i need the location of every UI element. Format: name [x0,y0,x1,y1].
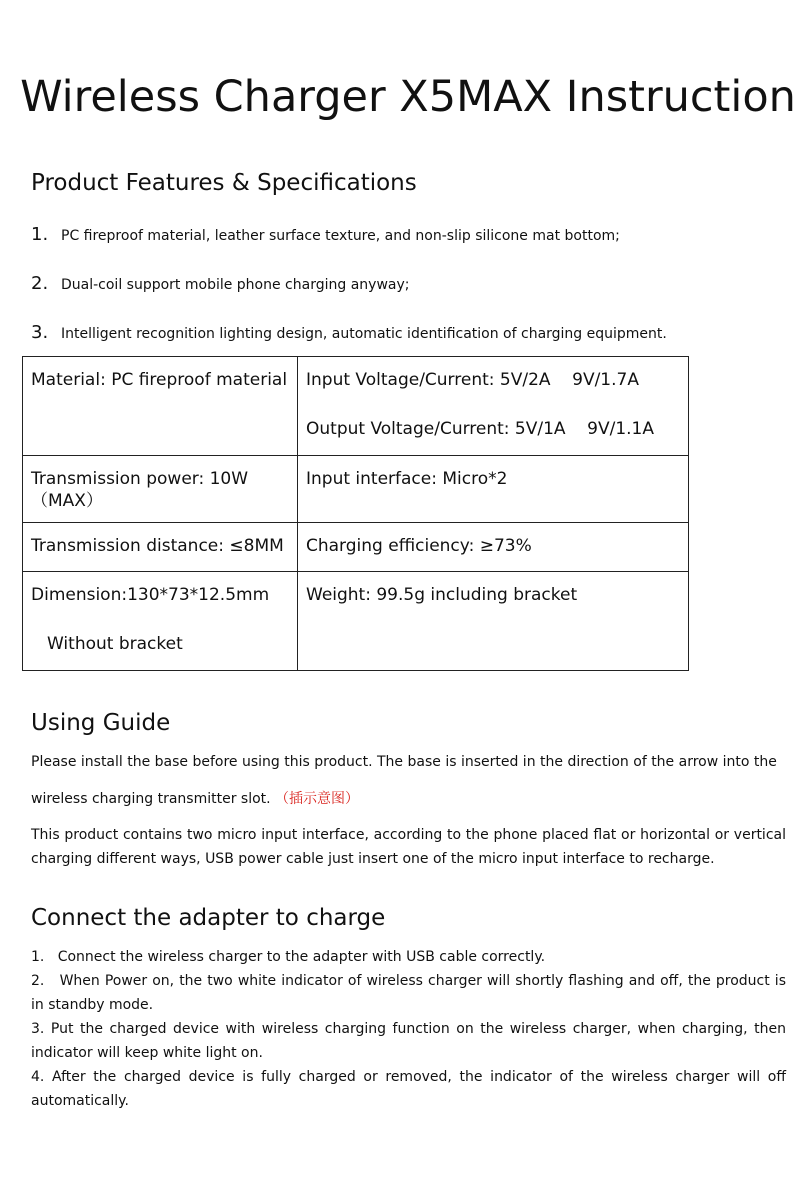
feature-text: Dual-coil support mobile phone charging anyway; [61,277,410,293]
spec-transmission-power: Transmission power: 10W（MAX） [31,469,249,511]
adapter-steps [31,945,791,1113]
feature-item [31,224,620,245]
spec-cell [298,572,689,671]
spec-dimension: Dimension:130*73*12.5mm [31,585,270,605]
spec-cell [23,357,298,456]
spec-weight: Weight: 99.5g including bracket [306,585,578,605]
spec-cell [23,456,298,523]
spec-dimension-note: Without bracket [47,634,183,654]
using-guide-heading: Using Guide [31,710,171,736]
feature-item [31,273,409,294]
spec-row [23,523,689,572]
spec-charging-efficiency: Charging efficiency: ≥73% [306,536,532,556]
spec-input-interface: Input interface: Micro*2 [306,469,508,489]
spec-row [23,357,689,456]
guide-line-1: Please install the base before using this product. The base is inserted in the direction of the arrow into the [31,754,777,770]
spec-cell [23,572,298,671]
spec-cell [23,523,298,572]
guide-line-2 [31,787,786,811]
feature-number: 3. [31,322,49,343]
feature-number: 1. [31,224,49,245]
feature-text: PC fireproof material, leather surface texture, and non-slip silicone mat bottom; [61,228,620,244]
spec-cell [298,456,689,523]
feature-number: 2. [31,273,49,294]
guide-line-2-text: wireless charging transmitter slot. [31,791,271,807]
adapter-heading: Connect the adapter to charge [31,905,386,931]
spec-cell [298,523,689,572]
specifications-table [22,356,689,671]
document-title: Wireless Charger X5MAX Instruction [20,72,796,122]
diagram-note: （插示意图） [275,791,360,807]
spec-row [23,456,689,523]
adapter-step: 4. After the charged device is fully charged or removed, the indicator of the wireless charger will off automatically. [31,1069,786,1109]
feature-text: Intelligent recognition lighting design, automatic identification of charging equipment. [61,326,667,342]
guide-paragraph-1 [31,750,786,811]
feature-item [31,322,667,343]
spec-input-voltage: Input Voltage/Current: 5V/2A 9V/1.7A [306,370,639,390]
spec-cell [298,357,689,456]
spec-material: Material: PC fireproof material [31,370,288,390]
spec-row [23,572,689,671]
features-heading: Product Features & Specifications [31,170,417,196]
adapter-step: 3. Put the charged device with wireless charging function on the wireless charger, when charging, then indicator will keep white light on. [31,1021,786,1061]
spec-output-voltage: Output Voltage/Current: 5V/1A 9V/1.1A [306,419,655,439]
guide-paragraph-2: This product contains two micro input interface, according to the phone placed flat or horizontal or vertical charging different ways, USB power cable just insert one of the micro input interface to recharge. [31,827,786,867]
adapter-step: 1. Connect the wireless charger to the adapter with USB cable correctly. [31,949,546,965]
adapter-step: 2. When Power on, the two white indicator of wireless charger will shortly flashing and off, the product is in standby mode. [31,973,791,1013]
spec-transmission-distance: Transmission distance: ≤8MM [31,536,284,556]
